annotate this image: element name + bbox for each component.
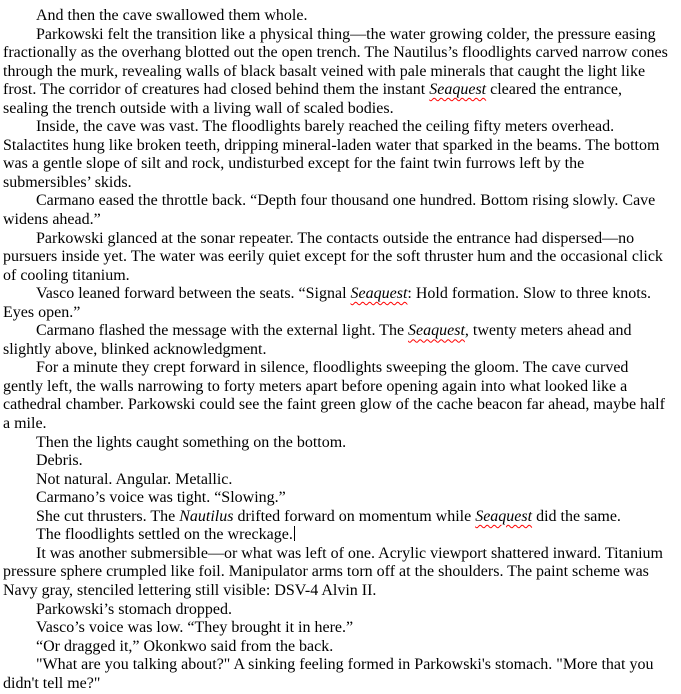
paragraph	[3, 638, 671, 657]
text-run: She cut thrusters. The	[36, 507, 180, 525]
paragraph	[3, 545, 671, 601]
paragraph	[3, 118, 671, 192]
text-run: Carmano’s voice was tight. “Slowing.”	[36, 489, 286, 507]
paragraph	[3, 192, 671, 229]
text-run: It was another submersible—or what was left of one. Acrylic viewport shattered inward. Titanium pressure sphere crumpled like foil. Manipulator arms torn off at the shoulders. The paint scheme was Navy gray, stenciled lettering still visible: DSV-4 Alvin II.	[3, 544, 663, 599]
text-run: Debris.	[36, 452, 83, 470]
paragraph	[3, 230, 671, 286]
paragraph	[3, 526, 671, 545]
text-run: Then the lights caught something on the bottom.	[36, 433, 347, 451]
paragraph	[3, 285, 671, 322]
text-run: cleared the entrance, sealing the trench outside with a living wall of scaled bodies.	[3, 81, 623, 117]
paragraph	[3, 452, 671, 471]
text-run: Carmano eased the throttle back. “Depth four thousand one hundred. Bottom rising slowly. Cave widens ahead.”	[3, 192, 656, 229]
misspelled-word: Seaquest	[475, 507, 533, 525]
text-run: Not natural. Angular. Metallic.	[36, 470, 233, 488]
text-run: Vasco leaned forward between the seats. “Signal	[36, 285, 351, 303]
text-run: : Hold formation. Slow to three knots. Eyes open.”	[3, 285, 651, 321]
paragraph	[3, 471, 671, 490]
text-run: "What are you talking about?" A sinking feeling formed in Parkowski's stomach. "More that you didn't tell me?"	[3, 656, 654, 692]
vessel-name: Nautilus	[179, 507, 234, 525]
text-run: did the same.	[532, 507, 621, 525]
text-run: The floodlights settled on the wreckage.	[36, 526, 293, 544]
text-run: , twenty meters ahead and slightly above, blinked acknowledgment.	[3, 322, 632, 358]
paragraph	[3, 322, 671, 359]
text-run: Inside, the cave was vast. The floodlights barely reached the ceiling fifty meters overhead. Stalactites hung like broken teeth, dripping mineral-laden water that sparked in the beams. The bottom was a gentle slope of silt and rock, undisturbed except for the faint twin furrows left by the submersibles’ skids.	[3, 118, 660, 191]
paragraph	[3, 7, 671, 26]
text-run: “Or dragged it,” Okonkwo said from the back.	[36, 637, 334, 655]
document-body[interactable]	[3, 7, 671, 693]
misspelled-word: Seaquest	[350, 285, 408, 303]
misspelled-word: Seaquest	[429, 81, 487, 99]
paragraph	[3, 489, 671, 508]
text-run: Vasco’s voice was low. “They brought it in here.”	[36, 619, 354, 637]
text-run: And then the cave swallowed them whole.	[36, 7, 308, 24]
text-caret	[294, 526, 295, 541]
paragraph	[3, 359, 671, 433]
text-run: Parkowski felt the transition like a physical thing—the water growing colder, the pressure easing fractionally as the overhang blotted out the open trench. The Nautilus’s floodlights carved narrow cones through the murk, revealing walls of black basalt veined with pale minerals that caught the light like frost. The corridor of creatures had closed behind them the instant	[3, 25, 668, 99]
paragraph	[3, 434, 671, 453]
paragraph	[3, 656, 671, 693]
misspelled-word: Seaquest	[408, 322, 465, 340]
text-run: Parkowski glanced at the sonar repeater. The contacts outside the entrance had dispersed—no pursuers inside yet. The water was eerily quiet except for the soft thruster hum and the occasional click of cooling titanium.	[3, 229, 663, 284]
paragraph	[3, 601, 671, 620]
text-run: drifted forward on momentum while	[233, 507, 476, 525]
text-run: For a minute they crept forward in silence, floodlights sweeping the gloom. The cave curved gently left, the walls narrowing to forty meters apart before opening again into what looked like a cathedral chamber. Parkowski could see the faint green glow of the cache beacon far ahead, maybe half a mile.	[3, 359, 665, 433]
text-run: Parkowski’s stomach dropped.	[36, 600, 232, 618]
paragraph	[3, 508, 671, 527]
paragraph	[3, 619, 671, 638]
text-run: Carmano flashed the message with the external light. The	[36, 322, 409, 340]
paragraph	[3, 26, 671, 119]
